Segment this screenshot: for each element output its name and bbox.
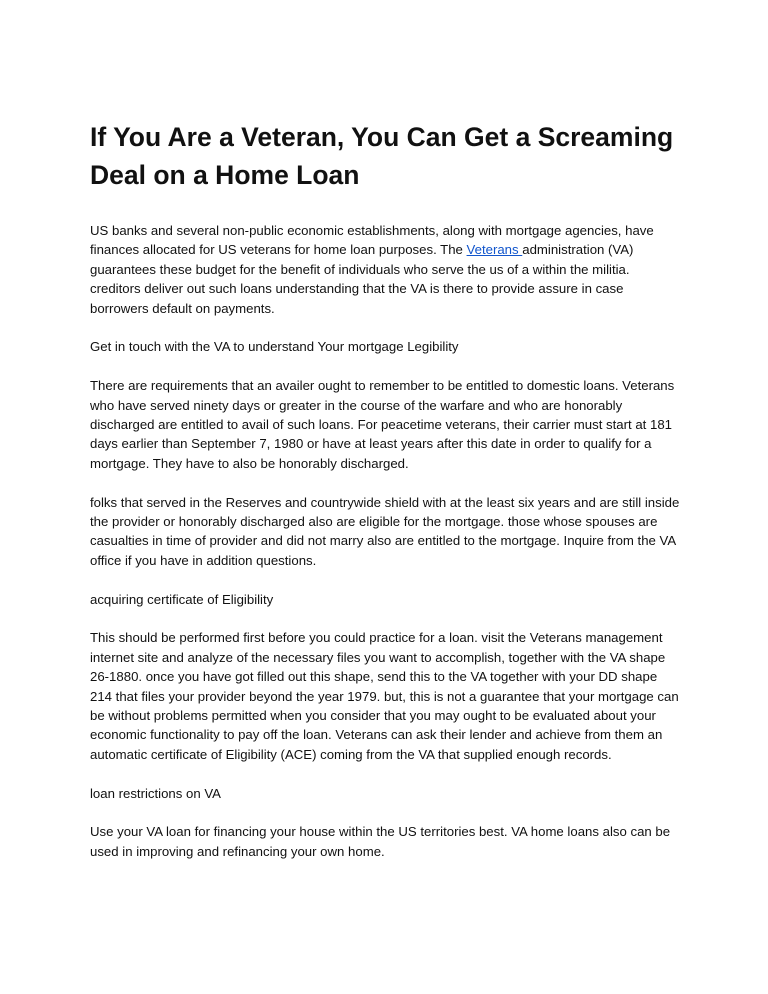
document-title: If You Are a Veteran, You Can Get a Screaming Deal on a Home Loan [90,122,674,190]
restrictions-paragraph: Use your VA loan for financing your house within the US territories best. VA home loans also can be used in improving and refinancing your own home. [90,824,671,859]
intro-paragraph [90,221,680,318]
section-heading-legibility: Get in touch with the VA to understand Your mortgage Legibility [90,339,459,355]
intro-text-after-link: administration (VA) guarantees these budget for the benefit of individuals who serve the us of a within the militia. creditors deliver out such loans understanding that the VA is there to provide assure in case borrowers default on payments. [90,242,634,316]
certificate-paragraph: This should be performed first before you could practice for a loan. visit the Veterans management internet site and analyze of the necessary files you want to accomplish, together with the VA shape 26-1880. once you have got filled out this shape, send this to the VA together with your DD shape 214 that files your provider beyond the year 1979. but, this is not a guarantee that your mortgage can be without problems permitted when you consider that you may ought to be evaluated about your economic functionality to pay off the loan. Veterans can ask their lender and achieve from them an automatic certificate of Eligibility (ACE) coming from the VA that supplied enough records. [90,630,679,762]
document-page [90,118,680,881]
veterans-link[interactable]: Veterans [466,242,523,258]
section-heading-certificate: acquiring certificate of Eligibility [90,591,274,607]
intro-text-before-link: US banks and several non-public economic establishments, along with mortgage agencies, have finances allocated for US veterans for home loan purposes. The [90,223,654,258]
requirements-paragraph: There are requirements that an availer ought to remember to be entitled to domestic loans. Veterans who have served ninety days or greater in the course of the warfare and who are honorably discharged are entitled to avail of such loans. For peacetime veterans, their carrier must start at 181 days earlier than September 7, 1980 or have at least years after this date in order to qualify for a mortgage. They have to also be honorably discharged. [90,378,675,471]
section-heading-restrictions: loan restrictions on VA [90,785,221,801]
reserves-paragraph: folks that served in the Reserves and countrywide shield with at the least six years and are still inside the provider or honorably discharged also are eligible for the mortgage. those whose spouses are casualties in time of provider and did not marry also are entitled to the mortgage. Inquire from the VA office if you have in addition questions. [90,494,680,568]
